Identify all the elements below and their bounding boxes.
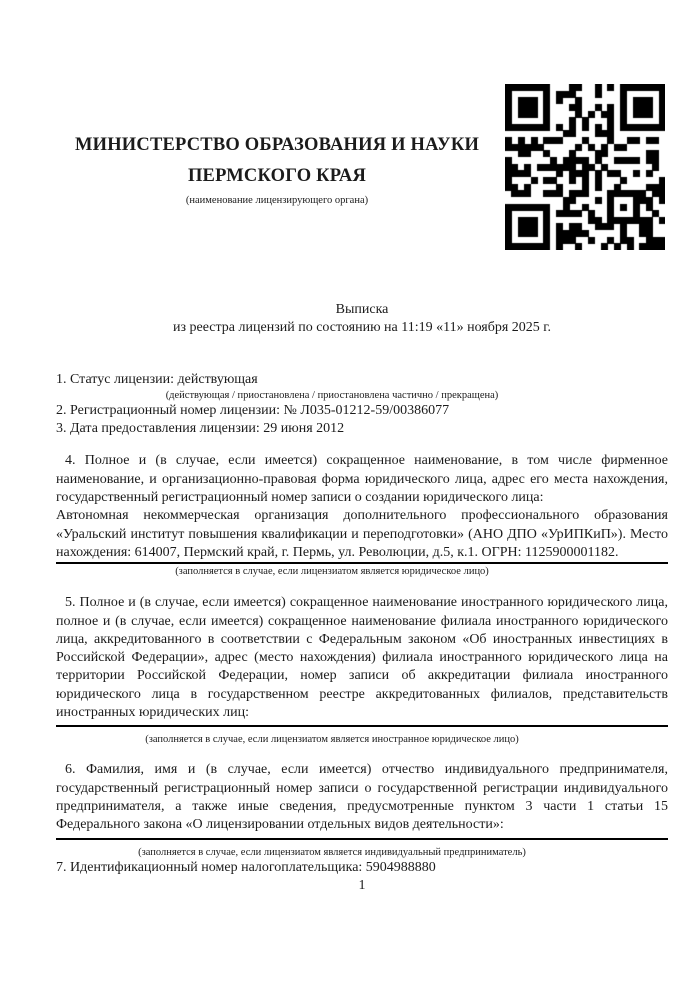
- extract-title-block: [56, 301, 668, 338]
- legal-entity-caption: (заполняется в случае, если лицензиатом является юридическое лицо): [175, 566, 489, 578]
- item-taxpayer-number: 7. Идентификационный номер налогоплательщика: 5904988880: [56, 859, 436, 875]
- item-registration-number: 2. Регистрационный номер лицензии: № Л035-01212-59/00386077: [56, 402, 450, 418]
- legal-entity-label: 4. Полное и (в случае, если имеется) сокращенное наименование, в том числе фирменное наименование, и организационно-правовая форма юридического лица, адрес его места нахождения, государственный регистрационный номер записи о создании юридического лица:: [56, 453, 668, 506]
- qr-code-icon: [505, 84, 665, 250]
- item-legal-entity: [56, 452, 668, 578]
- item-individual-entrepreneur: [56, 761, 668, 858]
- ministry-name-line2: ПЕРМСКОГО КРАЯ: [187, 166, 367, 186]
- foreign-entity-label: 5. Полное и (в случае, если имеется) сокращенное наименование иностранного юридического лица, полное и (в случае, если имеется) сокращенное наименование филиала иностранного юридического лица, аккредитованного в соответствии с Федеральным законом «Об иностранных инвестициях в Российской Федерации», адрес (место нахождения) филиала иностранного юридического лица на территории Российской Федерации, номер записи об аккредитации филиала иностранного юридического лица в государственном реестре аккредитованных филиалов, представительств иностранных юридических лиц:: [56, 595, 668, 721]
- license-status-text: 1. Статус лицензии: действующая: [56, 371, 258, 387]
- individual-entrepreneur-label: 6. Фамилия, имя и (в случае, если имеется) отчество индивидуального предпринимателя, государственный регистрационный номер записи о государственной регистрации индивидуального предпринимателя, а также иные сведения, предусмотренные пунктом 3 части 1 статьи 15 Федерального закона «О лицензировании отдельных видов деятельности»:: [56, 762, 668, 833]
- extract-title: Выписка: [335, 302, 389, 317]
- ministry-header: [57, 130, 497, 208]
- item-license-date: 3. Дата предоставления лицензии: 29 июня 2012: [56, 421, 345, 437]
- foreign-entity-caption: (заполняется в случае, если лицензиатом является иностранное юридическое лицо): [145, 734, 519, 746]
- license-status-caption: (действующая / приостановлена / приостановлена частично / прекращена): [165, 389, 499, 401]
- item-foreign-entity: [56, 594, 668, 746]
- ministry-name-line1: МИНИСТЕРСТВО ОБРАЗОВАНИЯ И НАУКИ: [74, 135, 480, 155]
- extract-subtitle: из реестра лицензий по состоянию на 11:19 «11» ноября 2025 г.: [173, 320, 551, 336]
- legal-entity-value: Автономная некоммерческая организация дополнительного профессионального образования «Уральский институт повышения квалификации и переподготовки» (АНО ДПО «УрИПКиП»). Место нахождения: 614007, Пермский край, г. Пермь, ул. Революции, д.5, к.1. ОГРН: 1125900001182.: [56, 507, 668, 564]
- item-license-status: [56, 371, 668, 402]
- ministry-caption: (наименование лицензирующего органа): [185, 195, 369, 206]
- blank-field-line: [56, 722, 668, 727]
- blank-field-line: [56, 835, 668, 840]
- page-number: 1: [358, 877, 366, 893]
- document-body: [56, 301, 668, 895]
- individual-entrepreneur-caption: (заполняется в случае, если лицензиатом является индивидуальный предприниматель): [138, 846, 526, 858]
